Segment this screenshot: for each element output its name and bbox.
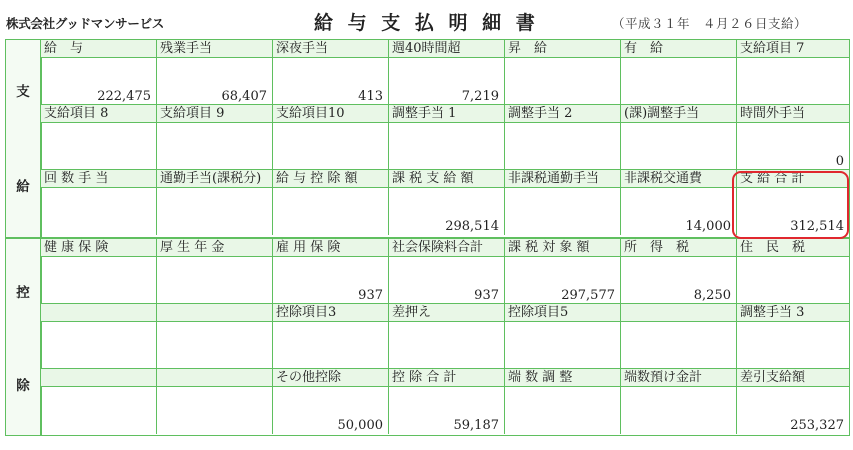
shikyu-cell xyxy=(389,40,505,105)
field-label: 調整手当 3 xyxy=(737,304,849,322)
deduction-side-label xyxy=(6,239,42,435)
kojo-cell xyxy=(389,239,505,304)
shikyu-cell xyxy=(41,40,157,105)
field-label: 週40時間超 xyxy=(389,40,504,58)
shikyu-cell xyxy=(505,40,621,105)
field-label: 残業手当 xyxy=(157,40,272,58)
shikyu-cell xyxy=(621,40,737,105)
field-value: 413 xyxy=(358,89,383,104)
kojo-cell xyxy=(621,369,737,434)
shikyu-cell xyxy=(389,105,505,170)
kojo-cell xyxy=(737,239,849,304)
field-label: 雇 用 保 険 xyxy=(273,239,388,257)
field-label: 控 除 合 計 xyxy=(389,369,504,387)
field-label: 所 得 税 xyxy=(621,239,736,257)
shikyu-cell xyxy=(505,170,621,235)
field-label: 昇 給 xyxy=(505,40,620,58)
field-label xyxy=(621,304,736,322)
field-label: (課)調整手当 xyxy=(621,105,736,123)
side-char-bottom: 除 xyxy=(16,378,30,394)
field-value: 298,514 xyxy=(445,219,499,234)
field-value: 312,514 xyxy=(790,219,844,234)
shikyu-cell xyxy=(273,40,389,105)
field-label: 控除項目3 xyxy=(273,304,388,322)
field-value: 8,250 xyxy=(693,288,731,303)
shikyu-cell xyxy=(157,170,273,235)
payment-side-label xyxy=(6,40,42,237)
field-value: 297,577 xyxy=(561,288,615,303)
shikyu-cell xyxy=(273,170,389,235)
field-label: 支給項目 9 xyxy=(157,105,272,123)
field-label: 通勤手当(課税分) xyxy=(157,170,272,188)
field-label: 時間外手当 xyxy=(737,105,849,123)
kojo-cell xyxy=(157,239,273,304)
total-highlight-box xyxy=(732,171,849,239)
field-value: 14,000 xyxy=(685,219,731,234)
deduction-grid xyxy=(41,239,849,435)
kojo-cell xyxy=(505,369,621,434)
kojo-cell xyxy=(737,304,849,369)
shikyu-cell xyxy=(273,105,389,170)
field-label: 給 与 控 除 額 xyxy=(273,170,388,188)
field-label: その他控除 xyxy=(273,369,388,387)
field-value: 50,000 xyxy=(337,418,383,433)
shikyu-cell xyxy=(737,105,849,170)
kojo-cell xyxy=(505,304,621,369)
kojo-cell xyxy=(389,304,505,369)
field-label: 端 数 調 整 xyxy=(505,369,620,387)
field-label: 端数預け金計 xyxy=(621,369,736,387)
company-name: 株式会社グッドマンサービス xyxy=(6,16,164,31)
side-char-top: 支 xyxy=(16,84,30,100)
payment-grid xyxy=(41,40,849,237)
field-label: 調整手当 2 xyxy=(505,105,620,123)
field-value: 253,327 xyxy=(790,418,844,433)
kojo-cell xyxy=(737,369,849,434)
kojo-cell xyxy=(389,369,505,434)
field-label: 給 与 xyxy=(41,40,156,58)
kojo-cell xyxy=(273,239,389,304)
field-label: 調整手当 1 xyxy=(389,105,504,123)
kojo-cell xyxy=(505,239,621,304)
shikyu-cell xyxy=(621,170,737,235)
field-label: 住 民 税 xyxy=(737,239,849,257)
kojo-cell xyxy=(621,239,737,304)
field-label: 社会保険料合計 xyxy=(389,239,504,257)
shikyu-cell xyxy=(505,105,621,170)
field-label: 差引支給額 xyxy=(737,369,849,387)
shikyu-cell xyxy=(157,40,273,105)
side-char-top: 控 xyxy=(16,285,30,301)
kojo-cell xyxy=(157,369,273,434)
field-label xyxy=(157,304,272,322)
field-value: 937 xyxy=(474,288,499,303)
payment-date: （平成３１年 ４月２６日支給） xyxy=(612,16,808,31)
shikyu-cell xyxy=(737,40,849,105)
field-label xyxy=(157,369,272,387)
shikyu-cell xyxy=(389,170,505,235)
shikyu-cell xyxy=(157,105,273,170)
field-label: 課 税 対 象 額 xyxy=(505,239,620,257)
field-value: 7,219 xyxy=(461,89,499,104)
kojo-cell xyxy=(41,369,157,434)
field-value: 0 xyxy=(835,154,844,169)
deduction-section xyxy=(5,238,850,436)
field-label: 支給項目 8 xyxy=(41,105,156,123)
field-label: 課 税 支 給 額 xyxy=(389,170,504,188)
shikyu-cell xyxy=(41,170,157,235)
shikyu-cell xyxy=(41,105,157,170)
kojo-cell xyxy=(41,304,157,369)
field-label: 支給項目 7 xyxy=(737,40,849,58)
field-label: 差押え xyxy=(389,304,504,322)
field-label: 有 給 xyxy=(621,40,736,58)
shikyu-cell xyxy=(621,105,737,170)
field-label: 控除項目5 xyxy=(505,304,620,322)
payment-section xyxy=(5,39,850,238)
field-label: 支給項目10 xyxy=(273,105,388,123)
kojo-cell xyxy=(157,304,273,369)
field-value: 937 xyxy=(358,288,383,303)
field-value: 222,475 xyxy=(97,89,151,104)
document-title: 給 与 支 払 明 細 書 xyxy=(314,12,539,34)
kojo-cell xyxy=(621,304,737,369)
field-label xyxy=(41,304,156,322)
kojo-cell xyxy=(41,239,157,304)
field-label: 健 康 保 険 xyxy=(41,239,156,257)
field-label: 非課税交通費 xyxy=(621,170,736,188)
side-char-bottom: 給 xyxy=(16,179,30,195)
field-label: 厚 生 年 金 xyxy=(157,239,272,257)
kojo-cell xyxy=(273,304,389,369)
field-label: 深夜手当 xyxy=(273,40,388,58)
field-value: 68,407 xyxy=(221,89,267,104)
field-label: 回 数 手 当 xyxy=(41,170,156,188)
field-label xyxy=(41,369,156,387)
kojo-cell xyxy=(273,369,389,434)
field-label: 非課税通勤手当 xyxy=(505,170,620,188)
field-label: 支 給 合 計 xyxy=(737,170,849,188)
field-value: 59,187 xyxy=(453,418,499,433)
